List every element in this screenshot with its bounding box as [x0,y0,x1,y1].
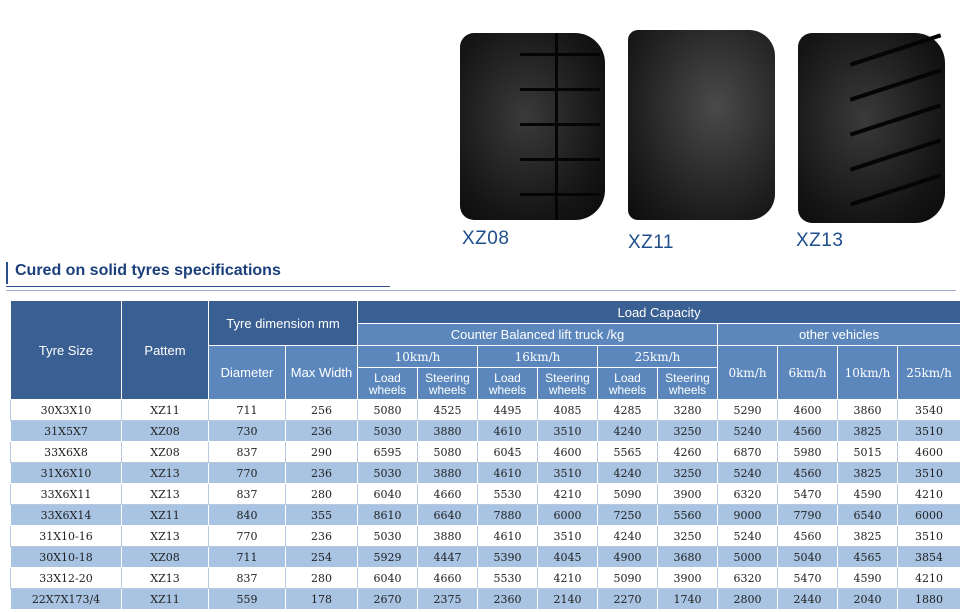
header-steering-wheels: Steering wheels [418,368,478,400]
table-row [11,463,960,484]
table-cell: 5980 [778,442,838,463]
table-cell: 5240 [718,526,778,547]
table-cell: 5560 [658,505,718,526]
table-cell: 290 [286,442,358,463]
table-cell: 840 [209,505,286,526]
header-speed: 10km/h [358,346,478,368]
title-divider [6,290,956,291]
header-max-width: Max Width [286,346,358,400]
product-label: XZ13 [796,230,844,251]
table-cell: 4285 [598,400,658,421]
table-cell: 2140 [538,589,598,610]
table-cell: 22X7X173/4 [11,589,122,610]
table-cell: XZ11 [122,589,209,610]
table-cell: 3250 [658,421,718,442]
header-speed: 16km/h [478,346,598,368]
table-cell: 837 [209,568,286,589]
table-row [11,526,960,547]
table-cell: 5240 [718,463,778,484]
table-cell: 711 [209,547,286,568]
table-cell: 8610 [358,505,418,526]
header-steering-wheels: Steering wheels [658,368,718,400]
table-row [11,442,960,463]
table-cell: 6000 [538,505,598,526]
table-cell: 4240 [598,526,658,547]
table-cell: 5040 [778,547,838,568]
table-cell: XZ11 [122,505,209,526]
table-cell: 236 [286,526,358,547]
table-cell: 770 [209,526,286,547]
header-speed: 25km/h [898,346,960,400]
header-speed: 0km/h [718,346,778,400]
table-row [11,400,960,421]
table-cell: 5090 [598,484,658,505]
table-cell: 4660 [418,568,478,589]
table-cell: 30X10-18 [11,547,122,568]
table-cell: 7790 [778,505,838,526]
table-cell: 280 [286,484,358,505]
table-cell: 1880 [898,589,960,610]
table-cell: 33X6X14 [11,505,122,526]
table-cell: 4260 [658,442,718,463]
table-cell: 9000 [718,505,778,526]
table-cell: 3250 [658,463,718,484]
table-cell: 4210 [898,484,960,505]
header-counter-balanced: Counter Balanced lift truck /kg [358,324,718,346]
table-cell: 355 [286,505,358,526]
table-cell: 6045 [478,442,538,463]
table-cell: 3680 [658,547,718,568]
header-pattern: Pattem [122,301,209,400]
table-row [11,568,960,589]
table-cell: 2360 [478,589,538,610]
header-tyre-dimension: Tyre dimension mm [209,301,358,346]
table-cell: 3880 [418,463,478,484]
table-cell: XZ08 [122,421,209,442]
header-tyre-size: Tyre Size [11,301,122,400]
table-cell: 3825 [838,526,898,547]
table-cell: 5015 [838,442,898,463]
table-cell: 3854 [898,547,960,568]
header-speed: 10km/h [838,346,898,400]
table-cell: 7250 [598,505,658,526]
table-cell: 5470 [778,484,838,505]
tyre-image-xz08 [460,33,605,220]
table-cell: 4660 [418,484,478,505]
header-steering-wheels: Steering wheels [538,368,598,400]
table-cell: XZ13 [122,484,209,505]
table-cell: 3280 [658,400,718,421]
product-label: XZ08 [462,228,510,249]
table-cell: 4600 [538,442,598,463]
header-load-wheels: Load wheels [358,368,418,400]
table-cell: 5929 [358,547,418,568]
table-cell: 4590 [838,568,898,589]
table-cell: 31X10-16 [11,526,122,547]
product-label: XZ11 [628,232,675,253]
table-cell: 4210 [538,484,598,505]
header-load-capacity: Load Capacity [358,301,960,324]
table-cell: 4600 [778,400,838,421]
table-cell: 5000 [718,547,778,568]
table-cell: 3900 [658,568,718,589]
table-cell: 2270 [598,589,658,610]
table-cell: 5030 [358,526,418,547]
table-cell: XZ08 [122,547,209,568]
table-cell: 770 [209,463,286,484]
table-cell: 4590 [838,484,898,505]
header-other-vehicles: other vehicles [718,324,960,346]
table-cell: 711 [209,400,286,421]
table-cell: 178 [286,589,358,610]
table-cell: 3510 [538,463,598,484]
table-cell: 4560 [778,463,838,484]
table-row [11,547,960,568]
table-cell: 4610 [478,421,538,442]
table-cell: 4085 [538,400,598,421]
table-cell: 4240 [598,421,658,442]
tyre-image-xz11 [628,30,775,220]
table-cell: 2040 [838,589,898,610]
table-cell: 4240 [598,463,658,484]
spec-table [10,300,960,610]
table-cell: XZ13 [122,526,209,547]
header-load-wheels: Load wheels [478,368,538,400]
table-cell: 5030 [358,463,418,484]
table-cell: 4525 [418,400,478,421]
table-cell: 236 [286,463,358,484]
table-cell: 3825 [838,463,898,484]
table-cell: 1740 [658,589,718,610]
table-cell: 4600 [898,442,960,463]
table-row [11,589,960,610]
table-cell: 4447 [418,547,478,568]
table-cell: 6540 [838,505,898,526]
table-cell: 6000 [898,505,960,526]
table-cell: 4560 [778,526,838,547]
table-cell: 3860 [838,400,898,421]
table-cell: XZ08 [122,442,209,463]
table-cell: 837 [209,442,286,463]
table-cell: 2670 [358,589,418,610]
table-cell: 30X3X10 [11,400,122,421]
table-cell: 5390 [478,547,538,568]
table-cell: 5530 [478,484,538,505]
table-cell: 2800 [718,589,778,610]
table-cell: 5530 [478,568,538,589]
table-cell: 3510 [898,421,960,442]
table-cell: 5080 [418,442,478,463]
table-cell: 2375 [418,589,478,610]
section-title: Cured on solid tyres specifications [15,262,281,279]
spec-table-body [11,400,960,610]
table-cell: 4210 [898,568,960,589]
table-cell: 6640 [418,505,478,526]
table-cell: 3880 [418,526,478,547]
table-cell: 2440 [778,589,838,610]
table-cell: 33X6X11 [11,484,122,505]
table-cell: 6040 [358,484,418,505]
table-cell: 730 [209,421,286,442]
table-cell: 254 [286,547,358,568]
table-cell: XZ13 [122,463,209,484]
table-cell: 3510 [538,421,598,442]
header-diameter: Diameter [209,346,286,400]
table-cell: 559 [209,589,286,610]
table-cell: 4610 [478,526,538,547]
header-speed: 25km/h [598,346,718,368]
table-cell: 3540 [898,400,960,421]
table-cell: 3900 [658,484,718,505]
table-cell: 837 [209,484,286,505]
table-cell: 256 [286,400,358,421]
table-cell: 31X6X10 [11,463,122,484]
table-cell: 3510 [898,526,960,547]
table-cell: 4495 [478,400,538,421]
table-cell: 4610 [478,463,538,484]
table-cell: 4210 [538,568,598,589]
table-cell: 5565 [598,442,658,463]
table-cell: 280 [286,568,358,589]
header-speed: 6km/h [778,346,838,400]
table-cell: 6320 [718,568,778,589]
table-row [11,484,960,505]
table-cell: 4560 [778,421,838,442]
table-cell: 236 [286,421,358,442]
table-cell: 3510 [898,463,960,484]
table-cell: 5470 [778,568,838,589]
table-cell: 6040 [358,568,418,589]
table-cell: 3825 [838,421,898,442]
table-cell: 6595 [358,442,418,463]
table-cell: XZ13 [122,568,209,589]
table-cell: 33X12-20 [11,568,122,589]
table-cell: 3250 [658,526,718,547]
table-cell: XZ11 [122,400,209,421]
table-cell: 6870 [718,442,778,463]
table-cell: 3510 [538,526,598,547]
table-row [11,421,960,442]
table-cell: 5090 [598,568,658,589]
table-cell: 4900 [598,547,658,568]
table-cell: 33X6X8 [11,442,122,463]
table-cell: 31X5X7 [11,421,122,442]
table-row [11,505,960,526]
table-cell: 7880 [478,505,538,526]
table-cell: 3880 [418,421,478,442]
table-cell: 4565 [838,547,898,568]
header-load-wheels: Load wheels [598,368,658,400]
table-cell: 5290 [718,400,778,421]
table-cell: 4045 [538,547,598,568]
table-cell: 5030 [358,421,418,442]
title-accent-bar [6,262,8,284]
tyre-image-xz13 [798,33,945,223]
table-cell: 6320 [718,484,778,505]
table-cell: 5080 [358,400,418,421]
table-cell: 5240 [718,421,778,442]
title-underline [6,286,390,287]
